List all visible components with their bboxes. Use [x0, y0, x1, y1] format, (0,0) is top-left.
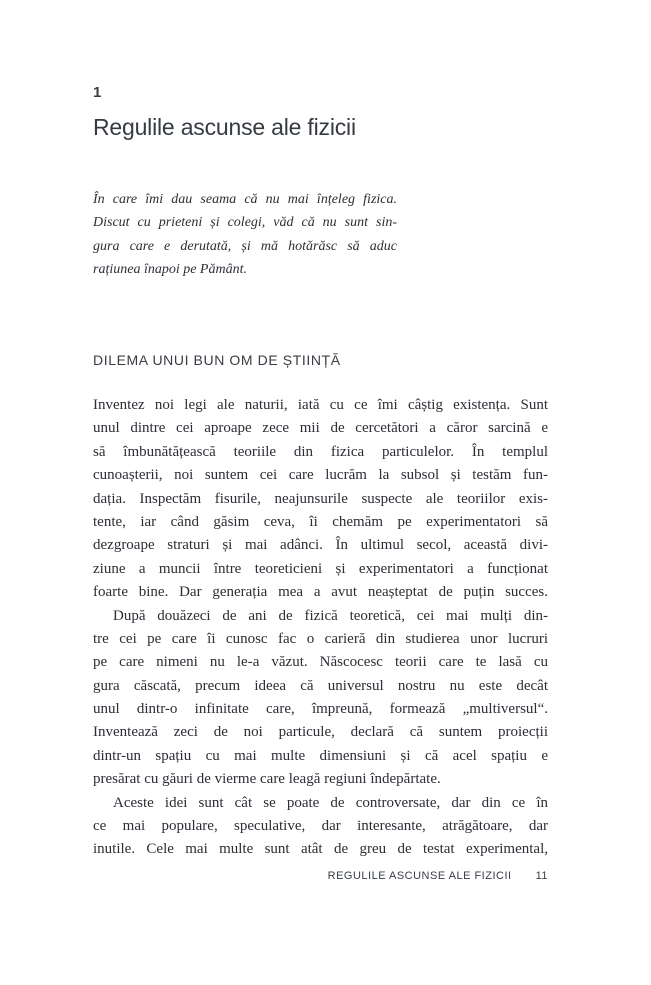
body-text	[93, 394, 548, 862]
page-footer	[93, 869, 548, 883]
text-line: pe care nimeni nu le-a văzut. Născocesc teorii care te lasă cu	[93, 654, 548, 671]
epigraph-line: gura care e derutată, și mă hotărăsc să aduc	[93, 238, 397, 254]
text-line: să îmbunătățească teoriile din fizica particulelor. În templul	[93, 443, 548, 460]
text-line: unul dintr-o infinitate care, împreună, formează „multiversul“.	[93, 701, 548, 718]
text-line: dezgroape straturi și mai adânci. În ultimul secol, această divi-	[93, 537, 548, 554]
text-line: foarte bine. Dar generația mea a avut neașteptat de puțin succes.	[93, 584, 548, 601]
chapter-number: 1	[93, 84, 102, 101]
text-line: Inventez noi legi ale naturii, iată cu ce îmi câștig existența. Sunt	[93, 397, 548, 413]
paragraph	[93, 605, 548, 792]
text-line: tre cei pe care îi cunosc fac o carieră din studierea unor lucruri	[93, 630, 548, 647]
section-heading: DILEMA UNUI BUN OM DE ȘTIINȚĂ	[93, 352, 341, 368]
epigraph-line: În care îmi dau seama că nu mai înțeleg fizica.	[93, 192, 397, 207]
text-line: tente, iar când găsim ceva, îi chemăm pe experimentatori să	[93, 513, 548, 530]
epigraph-line: rațiunea înapoi pe Pământ.	[93, 262, 247, 278]
text-line: ziune a muncii între teoreticieni și experimentatori a funcționat	[93, 560, 548, 577]
text-line: Aceste idei sunt cât se poate de controversate, dar din ce în	[113, 794, 548, 811]
chapter-title: Regulile ascunse ale fizicii	[93, 114, 356, 140]
paragraph	[93, 394, 548, 605]
text-line: ce mai populare, speculative, dar interesante, atrăgătoare, dar	[93, 818, 548, 835]
text-line: dintr-un spațiu cu mai multe dimensiuni și că acel spațiu e	[93, 747, 548, 764]
text-line: dația. Inspectăm fisurile, neajunsurile suspecte ale teoriilor exis-	[93, 490, 548, 507]
text-line: gura căscată, precum ideea că universul nostru nu este decât	[93, 677, 548, 694]
text-line: Inventează zeci de noi particule, declară că suntem proiecții	[93, 724, 548, 741]
epigraph-line: Discut cu prieteni și colegi, văd că nu sunt sin-	[93, 215, 397, 231]
running-title: REGULILE ASCUNSE ALE FIZICII	[327, 870, 512, 882]
page-number: 11	[535, 870, 548, 882]
text-line: inutile. Cele mai multe sunt atât de greu de testat experimental,	[93, 841, 548, 858]
paragraph	[93, 792, 548, 862]
chapter-epigraph	[93, 188, 397, 282]
text-line: unul dintre cei aproape zece mii de cercetători a căror sarcină e	[93, 420, 548, 437]
text-line: După douăzeci de ani de fizică teoretică, cei mai mulți din-	[113, 607, 548, 624]
text-line: presărat cu găuri de vierme care leagă regiuni îndepărtate.	[93, 771, 441, 788]
text-line: cunoașterii, noi suntem cei care lucrăm la subsol și testăm fun-	[93, 467, 548, 484]
